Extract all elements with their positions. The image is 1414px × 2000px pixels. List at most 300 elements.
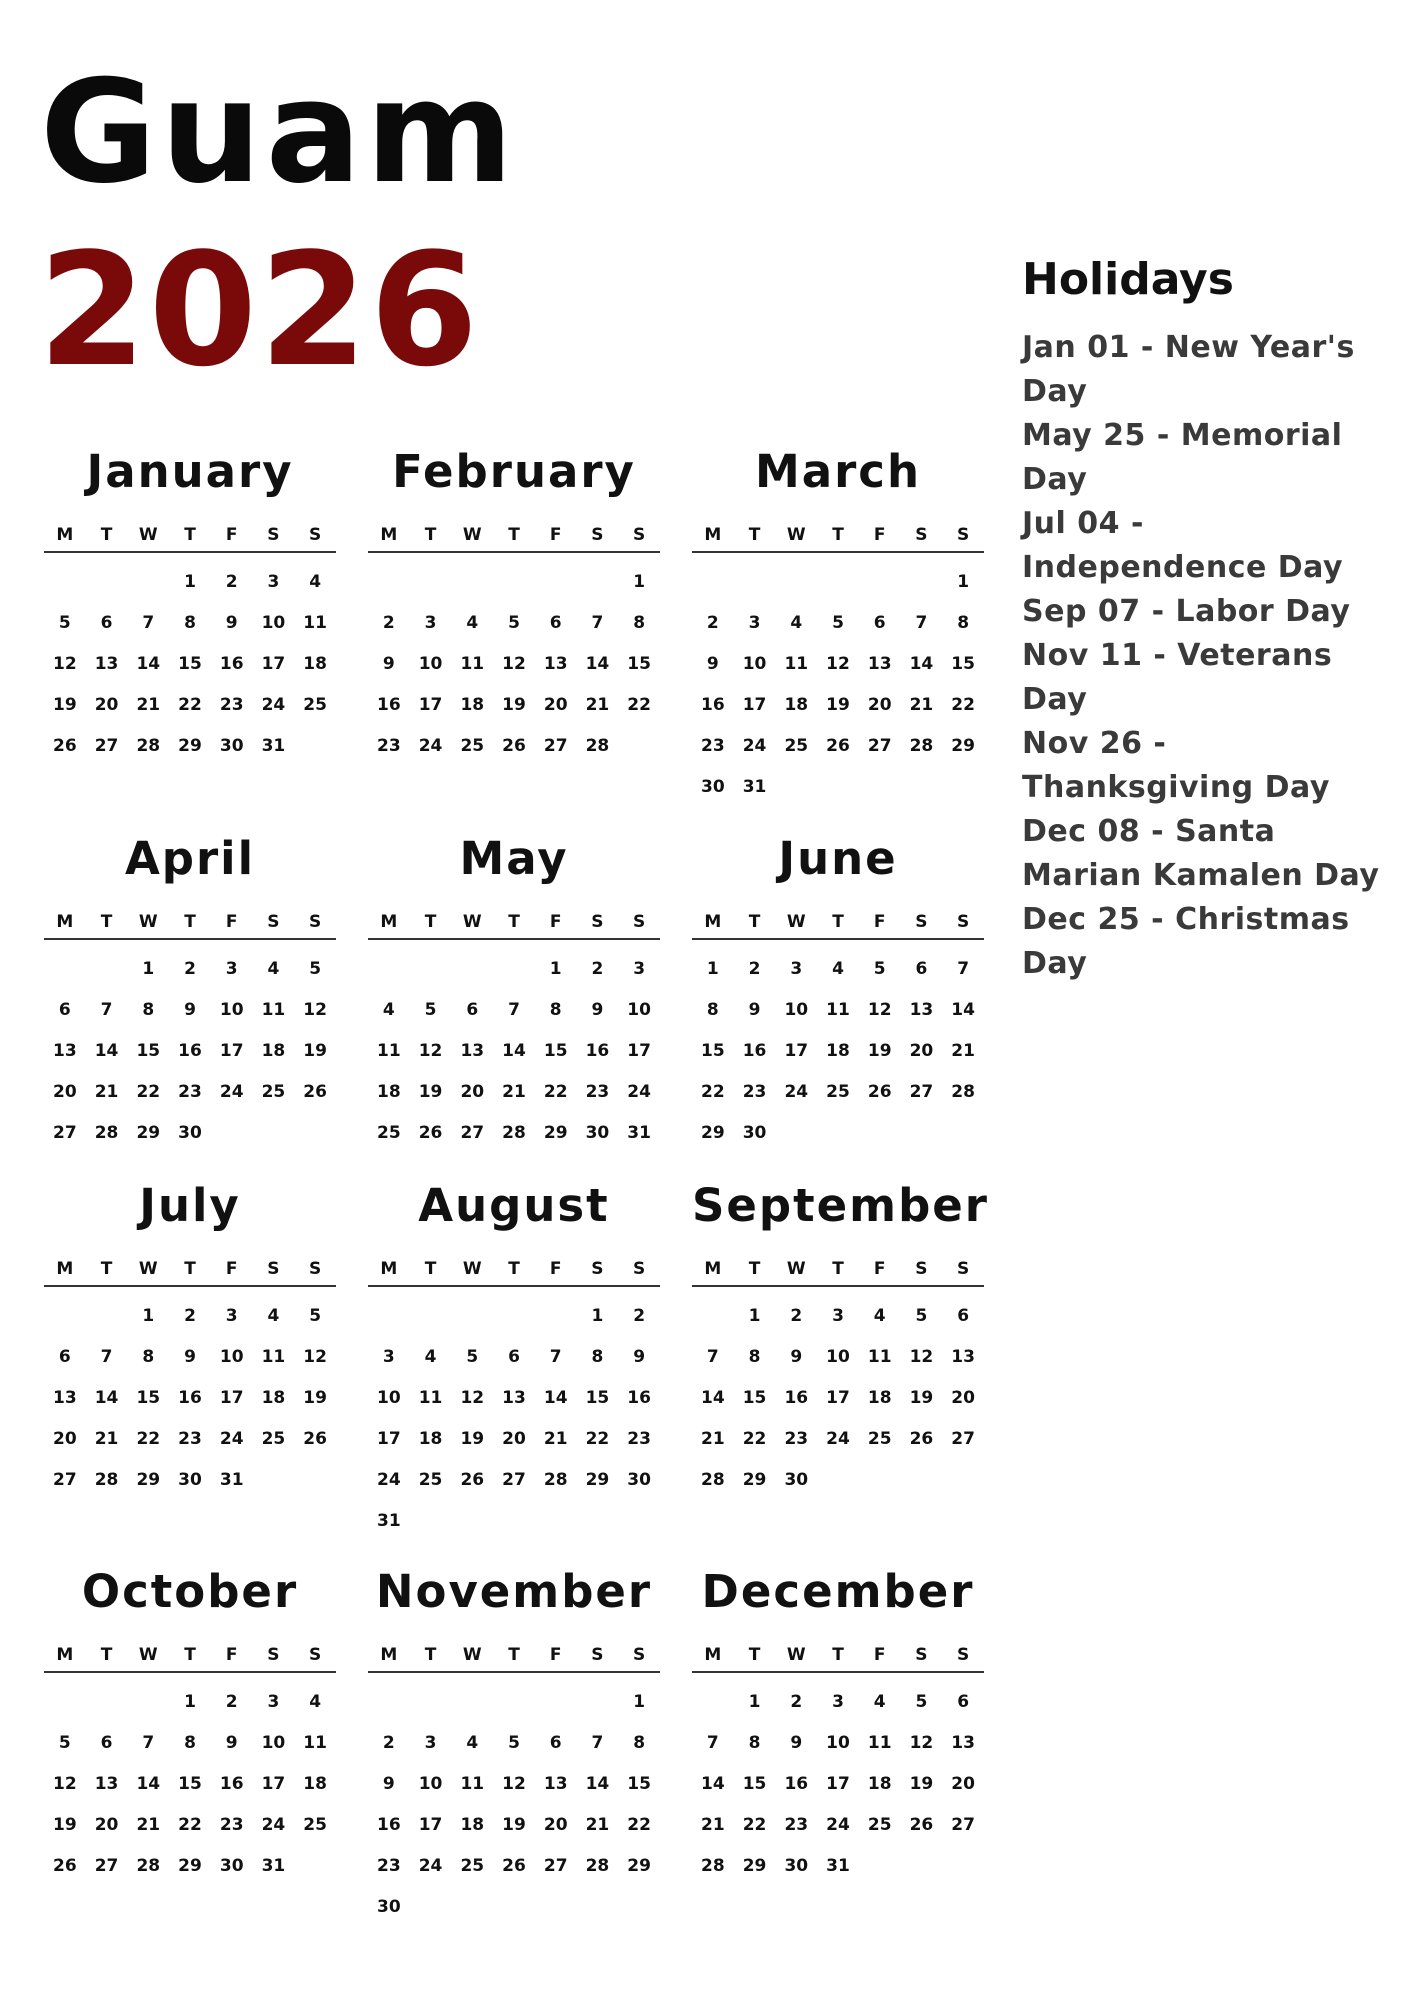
day-cell: 23 — [178, 1081, 202, 1102]
day-cell: 10 — [261, 1732, 286, 1753]
weekday-label: S — [633, 525, 646, 545]
day-cell: 12 — [502, 1773, 526, 1794]
day-cell: 21 — [909, 694, 934, 715]
day-cell: 24 — [418, 1855, 443, 1876]
month-name: November — [375, 1565, 653, 1618]
day-grid — [692, 561, 984, 807]
weekday-label: M — [704, 1645, 722, 1665]
day-cell: 23 — [784, 1428, 809, 1449]
day-cell: 13 — [53, 1387, 77, 1408]
day-cell: 15 — [742, 1773, 767, 1794]
day-cell: 27 — [53, 1122, 77, 1143]
day-cell: 24 — [826, 1814, 850, 1835]
day-cell: 9 — [225, 612, 238, 633]
day-cell: 1 — [748, 1305, 761, 1326]
day-cell: 5 — [915, 1305, 928, 1326]
day-cell: 8 — [748, 1346, 761, 1367]
day-cell: 23 — [219, 694, 244, 715]
day-cell: 31 — [826, 1855, 850, 1876]
day-cell: 22 — [178, 1814, 202, 1835]
day-cell: 29 — [178, 1855, 202, 1876]
day-cell: 8 — [748, 1732, 761, 1753]
day-cell: 2 — [591, 958, 604, 979]
day-cell: 9 — [591, 999, 604, 1020]
day-cell: 5 — [832, 612, 844, 633]
day-cell: 10 — [784, 999, 809, 1020]
weekday-label: S — [915, 912, 928, 932]
weekday-label: F — [225, 912, 238, 932]
day-cell: 10 — [219, 1346, 244, 1367]
day-cell: 9 — [382, 1773, 395, 1794]
day-cell: 30 — [219, 735, 244, 756]
day-cell: 22 — [585, 1428, 610, 1449]
day-cell: 3 — [267, 1691, 280, 1712]
weekday-label: S — [633, 912, 646, 932]
day-cell: 17 — [219, 1387, 244, 1408]
day-cell: 15 — [136, 1040, 161, 1061]
day-cell: 24 — [219, 1428, 244, 1449]
weekday-label: M — [56, 525, 74, 545]
day-cell: 8 — [957, 612, 970, 633]
day-cell: 28 — [94, 1469, 119, 1490]
day-cell: 26 — [909, 1814, 934, 1835]
weekday-label: T — [424, 1259, 437, 1279]
day-cell: 9 — [706, 653, 719, 674]
holiday-item: Dec 08 - Santa Marian Kamalen Day — [1022, 814, 1380, 894]
day-cell: 13 — [543, 653, 568, 674]
weekday-label: F — [225, 525, 238, 545]
month-name: April — [124, 832, 256, 885]
day-cell: 4 — [424, 1346, 437, 1367]
day-cell: 17 — [261, 653, 286, 674]
day-grid — [692, 948, 984, 1153]
day-cell: 16 — [742, 1040, 767, 1061]
day-cell: 26 — [826, 735, 850, 756]
weekday-label: W — [138, 1645, 158, 1665]
day-cell: 27 — [94, 735, 119, 756]
weekday-label: T — [832, 1259, 844, 1279]
day-cell: 19 — [460, 1428, 485, 1449]
day-cell: 5 — [508, 1732, 520, 1753]
weekday-label: S — [309, 912, 322, 932]
day-cell: 9 — [184, 999, 196, 1020]
weekday-label: S — [267, 1259, 280, 1279]
day-cell: 15 — [701, 1040, 725, 1061]
day-cell: 18 — [784, 694, 809, 715]
day-cell: 5 — [309, 1305, 322, 1326]
day-cell: 1 — [706, 958, 719, 979]
weekday-label: W — [138, 525, 158, 545]
month-november — [368, 1557, 660, 1927]
day-cell: 15 — [742, 1387, 767, 1408]
day-cell: 2 — [184, 1305, 196, 1326]
weekday-label: T — [184, 1259, 196, 1279]
month-name: January — [86, 445, 294, 498]
calendar-year: 2026 — [38, 219, 481, 401]
day-cell: 19 — [53, 694, 77, 715]
day-cell: 18 — [867, 1387, 892, 1408]
weekday-label: F — [873, 1645, 886, 1665]
day-cell: 10 — [826, 1346, 850, 1367]
day-cell: 27 — [460, 1122, 485, 1143]
weekday-label: W — [138, 912, 158, 932]
day-cell: 24 — [219, 1081, 244, 1102]
day-cell: 12 — [53, 1773, 77, 1794]
month-name: December — [701, 1565, 975, 1618]
day-cell: 27 — [951, 1428, 975, 1449]
day-cell: 24 — [784, 1081, 809, 1102]
weekday-label: S — [591, 1259, 604, 1279]
day-cell: 30 — [585, 1122, 610, 1143]
day-cell: 28 — [585, 1855, 610, 1876]
day-cell: 6 — [100, 612, 113, 633]
weekday-label: T — [184, 1645, 196, 1665]
day-cell: 21 — [701, 1428, 725, 1449]
day-cell: 11 — [867, 1732, 892, 1753]
day-cell: 16 — [701, 694, 725, 715]
weekday-label: T — [748, 912, 761, 932]
day-cell: 7 — [957, 958, 970, 979]
day-cell: 5 — [915, 1691, 928, 1712]
day-cell: 19 — [909, 1773, 934, 1794]
day-cell: 27 — [951, 1814, 975, 1835]
weekday-label: F — [225, 1645, 238, 1665]
day-cell: 15 — [585, 1387, 610, 1408]
day-cell: 26 — [53, 735, 77, 756]
day-cell: 17 — [377, 1428, 401, 1449]
day-cell: 16 — [178, 1387, 202, 1408]
day-cell: 5 — [424, 999, 437, 1020]
day-cell: 23 — [178, 1428, 202, 1449]
day-cell: 18 — [418, 1428, 443, 1449]
day-grid — [44, 1681, 336, 1886]
day-cell: 1 — [633, 1691, 646, 1712]
day-cell: 11 — [460, 1773, 485, 1794]
day-cell: 27 — [543, 735, 568, 756]
weekday-label: S — [957, 1645, 970, 1665]
day-cell: 20 — [94, 1814, 119, 1835]
day-cell: 16 — [219, 653, 244, 674]
day-cell: 12 — [826, 653, 850, 674]
weekday-label: T — [832, 1645, 844, 1665]
day-cell: 16 — [585, 1040, 610, 1061]
weekday-label: T — [748, 1645, 761, 1665]
day-cell: 5 — [466, 1346, 479, 1367]
day-cell: 4 — [466, 1732, 479, 1753]
weekday-label: F — [225, 1259, 238, 1279]
day-cell: 18 — [867, 1773, 892, 1794]
weekday-label: T — [184, 912, 196, 932]
day-cell: 15 — [627, 653, 651, 674]
weekday-label: F — [549, 525, 562, 545]
day-cell: 23 — [377, 1855, 401, 1876]
day-cell: 3 — [225, 958, 238, 979]
day-cell: 21 — [701, 1814, 725, 1835]
weekday-label: W — [138, 1259, 158, 1279]
day-cell: 18 — [261, 1040, 286, 1061]
day-cell: 24 — [627, 1081, 651, 1102]
day-cell: 28 — [94, 1122, 119, 1143]
day-cell: 6 — [58, 999, 71, 1020]
weekday-label: S — [633, 1645, 646, 1665]
day-cell: 3 — [225, 1305, 238, 1326]
day-cell: 17 — [627, 1040, 651, 1061]
day-cell: 2 — [382, 1732, 395, 1753]
day-cell: 20 — [53, 1428, 77, 1449]
day-cell: 14 — [585, 653, 610, 674]
day-cell: 16 — [377, 694, 401, 715]
weekday-label: T — [748, 525, 761, 545]
day-cell: 2 — [225, 1691, 238, 1712]
day-cell: 26 — [867, 1081, 892, 1102]
day-cell: 10 — [377, 1387, 401, 1408]
day-cell: 26 — [460, 1469, 485, 1490]
day-cell: 25 — [377, 1122, 401, 1143]
day-cell: 12 — [303, 1346, 327, 1367]
day-cell: 8 — [591, 1346, 604, 1367]
day-cell: 22 — [627, 694, 651, 715]
weekday-label: M — [380, 1645, 398, 1665]
day-cell: 3 — [832, 1691, 844, 1712]
day-cell: 14 — [94, 1387, 119, 1408]
day-cell: 12 — [418, 1040, 443, 1061]
day-cell: 26 — [909, 1428, 934, 1449]
day-cell: 17 — [826, 1387, 850, 1408]
weekday-label: W — [786, 912, 806, 932]
day-cell: 23 — [784, 1814, 809, 1835]
weekday-label: S — [267, 1645, 280, 1665]
day-cell: 13 — [951, 1732, 975, 1753]
day-cell: 22 — [178, 694, 202, 715]
month-name: August — [418, 1179, 610, 1232]
weekday-label: W — [462, 1645, 482, 1665]
day-cell: 19 — [826, 694, 850, 715]
day-cell: 7 — [100, 1346, 113, 1367]
weekday-label: M — [380, 912, 398, 932]
day-cell: 11 — [261, 1346, 286, 1367]
day-cell: 15 — [627, 1773, 651, 1794]
holiday-item: Dec 25 - Christmas Day — [1022, 902, 1350, 982]
day-cell: 3 — [382, 1346, 395, 1367]
weekday-header — [44, 894, 336, 940]
weekday-label: T — [508, 525, 520, 545]
day-cell: 29 — [742, 1855, 767, 1876]
day-cell: 16 — [377, 1814, 401, 1835]
month-january — [44, 437, 336, 766]
day-cell: 9 — [790, 1346, 803, 1367]
day-cell: 2 — [633, 1305, 646, 1326]
day-cell: 24 — [826, 1428, 850, 1449]
day-cell: 21 — [94, 1428, 119, 1449]
day-cell: 30 — [377, 1896, 401, 1917]
day-cell: 23 — [585, 1081, 610, 1102]
weekday-label: M — [56, 1645, 74, 1665]
day-cell: 26 — [53, 1855, 77, 1876]
day-cell: 7 — [591, 612, 604, 633]
weekday-label: M — [704, 912, 722, 932]
day-cell: 20 — [460, 1081, 485, 1102]
month-name: March — [754, 445, 922, 498]
day-cell: 1 — [142, 1305, 155, 1326]
day-cell: 19 — [303, 1387, 327, 1408]
day-cell: 4 — [873, 1691, 886, 1712]
day-cell: 29 — [742, 1469, 767, 1490]
day-cell: 6 — [549, 1732, 562, 1753]
day-cell: 8 — [184, 612, 196, 633]
month-name: May — [459, 832, 569, 885]
weekday-header — [44, 1627, 336, 1673]
day-cell: 29 — [951, 735, 975, 756]
weekday-label: S — [957, 1259, 970, 1279]
day-cell: 7 — [591, 1732, 604, 1753]
weekday-label: F — [549, 1645, 562, 1665]
day-cell: 30 — [178, 1122, 202, 1143]
weekday-label: F — [549, 912, 562, 932]
day-cell: 30 — [784, 1855, 809, 1876]
day-cell: 22 — [742, 1428, 767, 1449]
day-cell: 16 — [784, 1387, 809, 1408]
weekday-header — [368, 1241, 660, 1287]
day-cell: 23 — [219, 1814, 244, 1835]
day-cell: 20 — [94, 694, 119, 715]
holiday-item: Sep 07 - Labor Day — [1022, 594, 1351, 630]
day-grid — [368, 561, 660, 766]
weekday-header — [692, 1627, 984, 1673]
day-cell: 21 — [502, 1081, 526, 1102]
weekday-label: T — [100, 912, 113, 932]
day-cell: 29 — [136, 1469, 161, 1490]
day-cell: 1 — [184, 571, 196, 592]
day-cell: 19 — [867, 1040, 892, 1061]
day-grid — [692, 1295, 984, 1500]
day-cell: 28 — [701, 1469, 725, 1490]
day-cell: 9 — [225, 1732, 238, 1753]
day-cell: 24 — [742, 735, 767, 756]
day-cell: 11 — [460, 653, 485, 674]
weekday-label: M — [56, 912, 74, 932]
day-cell: 14 — [94, 1040, 119, 1061]
holiday-item: May 25 - Memorial Day — [1022, 418, 1343, 498]
day-cell: 15 — [543, 1040, 568, 1061]
day-cell: 25 — [261, 1428, 286, 1449]
day-cell: 8 — [142, 1346, 155, 1367]
day-cell: 10 — [742, 653, 767, 674]
month-name: June — [778, 832, 898, 885]
day-cell: 29 — [136, 1122, 161, 1143]
month-december — [692, 1557, 984, 1886]
day-cell: 20 — [867, 694, 892, 715]
day-cell: 4 — [309, 1691, 322, 1712]
day-cell: 24 — [418, 735, 443, 756]
day-cell: 26 — [502, 735, 526, 756]
day-cell: 5 — [508, 612, 520, 633]
day-cell: 9 — [633, 1346, 646, 1367]
day-cell: 21 — [136, 1814, 161, 1835]
day-cell: 18 — [377, 1081, 401, 1102]
weekday-label: S — [957, 912, 970, 932]
day-cell: 4 — [832, 958, 844, 979]
day-cell: 21 — [94, 1081, 119, 1102]
day-cell: 12 — [867, 999, 892, 1020]
day-cell: 19 — [53, 1814, 77, 1835]
day-cell: 8 — [633, 612, 646, 633]
day-cell: 3 — [633, 958, 646, 979]
day-cell: 17 — [826, 1773, 850, 1794]
day-cell: 24 — [261, 694, 286, 715]
day-cell: 15 — [178, 1773, 202, 1794]
weekday-label: T — [424, 525, 437, 545]
weekday-label: M — [380, 525, 398, 545]
day-cell: 25 — [303, 694, 327, 715]
weekday-label: T — [100, 525, 113, 545]
day-cell: 8 — [549, 999, 562, 1020]
day-cell: 31 — [261, 1855, 286, 1876]
weekday-label: M — [704, 1259, 722, 1279]
day-cell: 29 — [701, 1122, 725, 1143]
weekday-label: S — [915, 1645, 928, 1665]
day-cell: 26 — [303, 1081, 327, 1102]
day-cell: 27 — [502, 1469, 526, 1490]
weekday-label: T — [748, 1259, 761, 1279]
weekday-label: S — [915, 525, 928, 545]
day-grid — [692, 1681, 984, 1886]
holidays-title: Holidays — [1022, 254, 1234, 305]
day-cell: 9 — [382, 653, 395, 674]
month-name: September — [692, 1179, 989, 1232]
day-cell: 7 — [915, 612, 928, 633]
day-cell: 3 — [790, 958, 803, 979]
day-cell: 23 — [627, 1428, 651, 1449]
day-cell: 14 — [136, 1773, 161, 1794]
day-cell: 12 — [502, 653, 526, 674]
day-cell: 28 — [909, 735, 934, 756]
day-cell: 2 — [225, 571, 238, 592]
day-cell: 4 — [790, 612, 803, 633]
day-cell: 25 — [261, 1081, 286, 1102]
day-cell: 5 — [309, 958, 322, 979]
day-cell: 11 — [303, 612, 327, 633]
day-cell: 1 — [957, 571, 970, 592]
day-cell: 30 — [784, 1469, 809, 1490]
day-cell: 14 — [951, 999, 975, 1020]
day-cell: 18 — [460, 1814, 485, 1835]
day-cell: 2 — [790, 1305, 803, 1326]
day-cell: 27 — [867, 735, 892, 756]
day-cell: 24 — [377, 1469, 401, 1490]
day-cell: 28 — [543, 1469, 568, 1490]
day-cell: 6 — [957, 1691, 970, 1712]
weekday-label: S — [309, 1259, 322, 1279]
weekday-header — [692, 894, 984, 940]
day-cell: 11 — [303, 1732, 327, 1753]
day-cell: 10 — [627, 999, 651, 1020]
day-cell: 18 — [261, 1387, 286, 1408]
day-cell: 25 — [303, 1814, 327, 1835]
month-june — [692, 824, 984, 1153]
day-cell: 19 — [502, 694, 526, 715]
weekday-label: S — [957, 525, 970, 545]
day-cell: 2 — [790, 1691, 803, 1712]
weekday-header — [44, 1241, 336, 1287]
day-cell: 26 — [502, 1855, 526, 1876]
day-cell: 22 — [627, 1814, 651, 1835]
day-cell: 20 — [502, 1428, 526, 1449]
day-cell: 31 — [377, 1510, 401, 1531]
day-cell: 11 — [377, 1040, 401, 1061]
weekday-label: T — [100, 1259, 113, 1279]
weekday-label: S — [591, 912, 604, 932]
day-cell: 10 — [261, 612, 286, 633]
